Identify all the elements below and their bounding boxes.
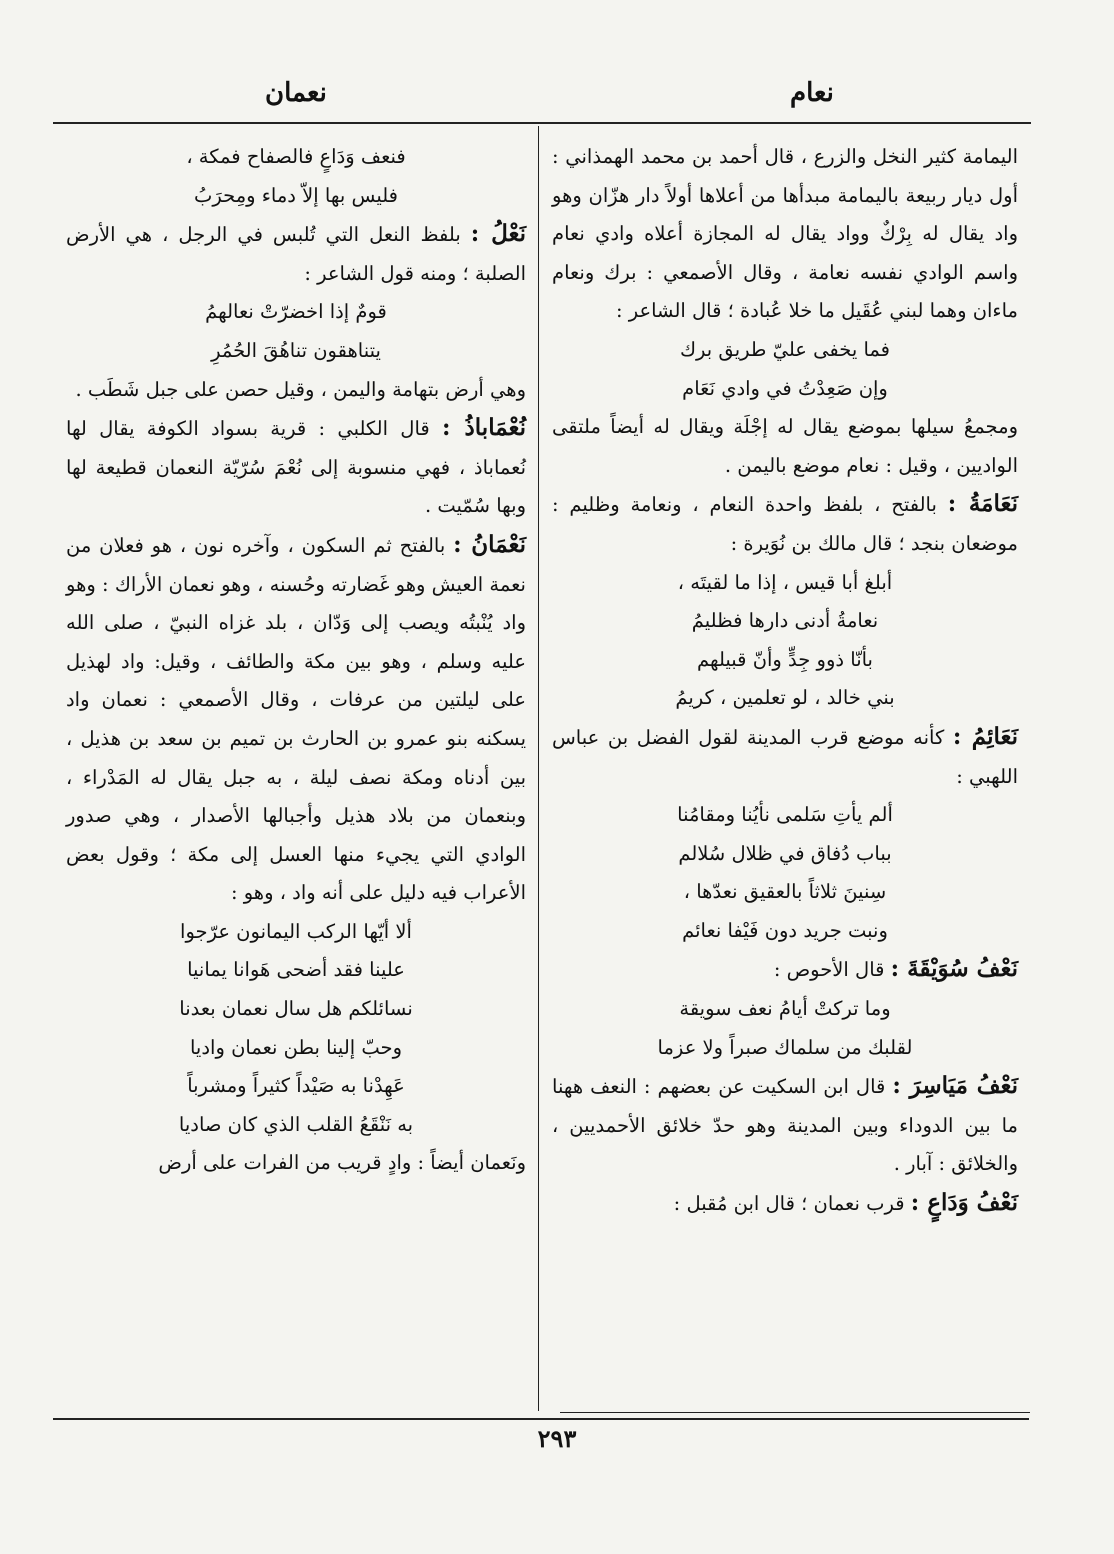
dictionary-entry bbox=[552, 950, 1018, 990]
dictionary-entry bbox=[552, 718, 1018, 796]
verse-line: بأنّا ذوو جِدٍّ وأنّ قبيلهم bbox=[696, 647, 873, 671]
entry-text: قال ابن السكيت عن بعضهم : النعف ههنا ما بين الدوداء وبين المدينة وهو حدّ خلائق الأحمديين ، والخلائق : آبار . bbox=[552, 1075, 1018, 1176]
verse-line: قومٌ إذا اخضرّتْ نعالهمُ bbox=[205, 300, 387, 324]
entry-text: قرب نعمان ؛ قال ابن مُقبل : bbox=[673, 1192, 911, 1216]
entry-headword: نَعْفُ وَدَاعٍ : bbox=[910, 1189, 1018, 1217]
verse-line: بني خالد ، لو تعلمين ، كريمُ bbox=[675, 686, 895, 710]
dictionary-entry bbox=[66, 526, 526, 913]
verse-line: فما يخفى عليّ طريق برك bbox=[679, 337, 891, 361]
verse-line: عَهِدْنا به صَيْداً كثيراً ومشرباً bbox=[187, 1074, 405, 1098]
entry-headword: نُعْمَاباذُ : bbox=[441, 414, 526, 442]
left-column bbox=[66, 138, 526, 1183]
verse-line: وإن صَعِدْتُ في وادي نَعَام bbox=[682, 376, 888, 400]
verse-line: بباب دُفاق في ظلال سُلالم bbox=[678, 841, 892, 865]
entry-text: كأنه موضع قرب المدينة لقول الفضل بن عباس اللهبي : bbox=[552, 725, 1018, 788]
dictionary-entry bbox=[66, 215, 526, 293]
entry-headword: نَعْلُ : bbox=[470, 220, 526, 248]
paragraph: اليمامة كثير النخل والزرع ، قال أحمد بن محمد الهمذاني : أول ديار ربيعة باليمامة مبدأها من أعلاها أولاً دار هزّان وهو واد يقال له بِرْكٌ وواد يقال له المجازة أعلاه وادي نعام واسم الوادي نفسه نعامة ، وقال الأصمعي : برك ونعام ماءان وهما لبني عُقَيل ما خلا عُبادة ؛ قال الشاعر : bbox=[552, 145, 1018, 323]
verse-line: لقلبك من سلماك صبراً ولا عزما bbox=[657, 1035, 913, 1059]
entry-text: بالفتح ، بلفظ واحدة النعام ، ونعامة وظليم : موضعان بنجد ؛ قال مالك بن نُوَيرة : bbox=[552, 493, 1018, 555]
verse-line: به نَنْقَعُ القلب الذي كان صاديا bbox=[178, 1112, 414, 1136]
verse-line: علينا فقد أضحى هَوانا يمانيا bbox=[187, 958, 405, 982]
verse-line: يتناهقون تناهُقَ الحُمُرِ bbox=[211, 338, 381, 362]
dictionary-entry bbox=[552, 485, 1018, 563]
footer-rule bbox=[53, 1418, 1029, 1420]
page-header bbox=[0, 78, 1114, 118]
verse-line: ونبت جريد دون فَيْفا نعائم bbox=[682, 918, 888, 942]
paragraph: وهي أرض بتهامة واليمن ، وقيل حصن على جبل شَطَب . bbox=[75, 377, 526, 401]
running-head-right: نعام bbox=[790, 78, 834, 108]
verse-line: ألا أيّها الركب اليمانون عرّجوا bbox=[180, 919, 412, 943]
entry-headword: نَعَامَةُ : bbox=[947, 490, 1019, 518]
footer-rule-upper bbox=[560, 1412, 1030, 1413]
verse-line: فليس بها إلاّ دماء ومِحرَبُ bbox=[193, 183, 399, 207]
verse-line: نسائلكم هل سال نعمان بعدنا bbox=[179, 997, 413, 1021]
verse-line: فنعف وَدَاعٍ فالصفاح فمكة ، bbox=[186, 145, 406, 168]
verse-line: ألم يأتِ سَلمى نأيُنا ومقامُنا bbox=[677, 803, 893, 827]
verse-line: نعامةُ أدنى دارها فظليمُ bbox=[691, 609, 879, 633]
page-number: ٢٩٣ bbox=[537, 1424, 577, 1453]
dictionary-entry bbox=[66, 409, 526, 526]
right-column bbox=[552, 138, 1018, 1224]
entry-text: بلفظ النعل التي تُلبس في الرجل ، هي الأرض الصلبة ؛ ومنه قول الشاعر : bbox=[66, 223, 526, 285]
column-separator bbox=[538, 126, 539, 1411]
verse-line: وما تركتْ أيامُ نعف سويقة bbox=[679, 997, 891, 1021]
dictionary-entry bbox=[552, 1184, 1018, 1224]
entry-headword: نَعَائِمُ : bbox=[952, 722, 1018, 750]
verse-line: أبلغ أبا قيس ، إذا ما لقيتَه ، bbox=[677, 570, 893, 594]
paragraph: ونَعمان أيضاً : وادٍ قريب من الفرات على أرض bbox=[158, 1151, 526, 1175]
paragraph: ومجمعُ سيلها بموضع يقال له إجْلَة ويقال له أيضاً ملتقى الواديين ، وقيل : نعام موضع باليمن . bbox=[552, 415, 1018, 477]
header-rule bbox=[53, 122, 1031, 124]
entry-text: قال الكلبي : قرية بسواد الكوفة يقال لها نُعماباذ ، فهي منسوبة إلى نُعْمَ سُرّيّة النعمان قطيعة لها وبها سُمّيت . bbox=[66, 417, 526, 518]
entry-headword: نَعْمَانُ : bbox=[453, 530, 526, 558]
entry-text: بالفتح ثم السكون ، وآخره نون ، هو فعلان من نعمة العيش وهو غَضارته وحُسنه ، وهو نعمان الأراك : وهو واد يُنْبتُه ويصب إلى وَدّان ، بلد غزاه النبيّ ، صلى الله عليه وسلم ، وهو بين مكة والطائف ، وقيل: واد لهذيل على ليلتين من عرفات ، وقال الأصمعي : نعمان واد يسكنه بنو عمرو بن الحارث بن تميم بن سعد بن هذيل ، بين أدناه ومكة نصف ليلة ، به جبل يقال له المَدْراء ، وبنعمان من بلاد هذيل وأجبالها الأصدار ، وهي صدور الوادي التي يجيء منها العسل إلى مكة ؛ وقول بعض الأعراب فيه دليل على أنه واد ، وهو : bbox=[66, 533, 526, 905]
entry-headword: نَعْفُ سُوَيْقَةَ : bbox=[890, 955, 1018, 983]
entry-headword: نَعْفُ مَيَاسِرَ : bbox=[892, 1072, 1018, 1100]
running-head-left: نعمان bbox=[265, 78, 327, 108]
verse-line: سِنينَ ثلاثاً بالعقيق نعدّها ، bbox=[683, 880, 887, 904]
entry-text: قال الأحوص : bbox=[773, 958, 891, 982]
dictionary-entry bbox=[552, 1067, 1018, 1184]
verse-line: وحبّ إلينا بطن نعمان واديا bbox=[189, 1035, 402, 1059]
